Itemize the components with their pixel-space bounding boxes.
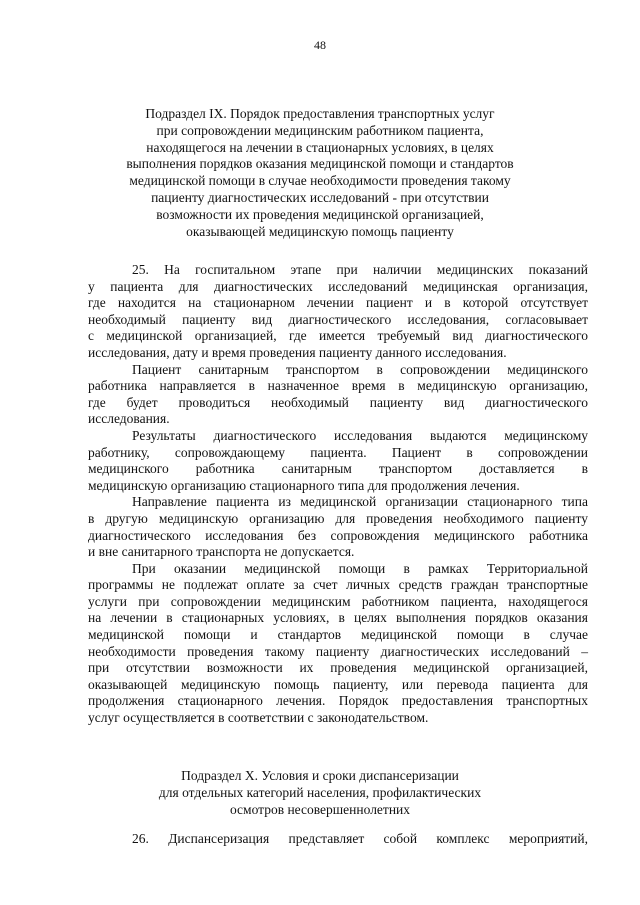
text-line: медицинского работника санитарным транспортом доставляется в	[88, 461, 588, 477]
paragraph-25	[88, 262, 588, 362]
text-line: где находится на стационарном лечении пациент и в которой отсутствует	[88, 295, 588, 311]
text-line: оказывающей медицинскую помощь пациенту, или перевода пациента для	[88, 676, 588, 692]
subsection-x-body	[88, 831, 588, 848]
text-line: у пациента для диагностических исследований медицинская организация,	[88, 278, 588, 294]
heading-line: пациенту диагностических исследований - при отсутствии	[151, 189, 489, 205]
text-line: и вне санитарного транспорта не допускается.	[88, 544, 355, 560]
text-line: программы не подлежат оплате за счет личных средств граждан транспортные	[88, 577, 588, 593]
heading-line: находящегося на лечении в стационарных условиях, в целях	[146, 139, 494, 155]
subsection-ix-body	[88, 262, 588, 727]
text-line: необходимый пациенту вид диагностического исследования, согласовывает	[88, 311, 588, 327]
heading-line: при сопровождении медицинским работником пациента,	[156, 122, 484, 138]
text-line: При оказании медицинской помощи в рамках Территориальной	[132, 560, 588, 576]
text-line: Результаты диагностического исследования выдаются медицинскому	[132, 427, 588, 443]
heading-line: оказывающей медицинскую помощь пациенту	[186, 223, 454, 239]
text-line: Направление пациента из медицинской организации стационарного типа	[132, 494, 588, 510]
heading-line: Подраздел IX. Порядок предоставления транспортных услуг	[145, 106, 495, 121]
text-line: необходимости проведения такому пациенту диагностических исследований –	[88, 643, 588, 659]
text-line: 25. На госпитальном этапе при наличии медицинских показаний	[132, 262, 588, 277]
text-line: услуги при сопровождении медицинским работником пациента, находящегося	[88, 593, 588, 609]
text-line: исследования.	[88, 411, 170, 427]
text-line: работнику, сопровождающему пациента. Пациент в сопровождении	[88, 444, 588, 460]
heading-line: медицинской помощи в случае необходимости проведения такому	[129, 173, 511, 189]
text-line: работника направляется в назначенное время в медицинскую организацию,	[88, 378, 588, 394]
paragraph-results	[88, 428, 588, 494]
heading-line: для отдельных категорий населения, профилактических	[158, 784, 482, 800]
heading-line: Подраздел X. Условия и сроки диспансеризации	[181, 768, 459, 783]
text-line: в другую медицинскую организацию для проведения необходимого пациенту	[88, 510, 588, 526]
text-line: исследования, дату и время проведения пациенту данного исследования.	[88, 344, 507, 360]
page-number: 48	[314, 38, 326, 52]
text-line: Пациент санитарным транспортом в сопровождении медицинского	[132, 361, 588, 377]
text-line: где будет проводиться необходимый пациенту вид диагностического	[88, 394, 588, 410]
text-line: при отсутствии возможности их проведения медицинской организацией,	[88, 660, 588, 676]
text-line: на лечении в стационарных условиях, в целях выполнения порядков оказания	[88, 610, 588, 626]
text-line: медицинской помощи и стандартов медицинской помощи в случае	[88, 627, 588, 643]
paragraph-payment	[88, 561, 588, 727]
text-line: продолжения стационарного лечения. Порядок предоставления транспортных	[88, 693, 588, 709]
text-line: услуг осуществляется в соответствии с законодательством.	[88, 710, 429, 726]
paragraph-26-line: 26. Диспансеризация представляет собой комплекс мероприятий,	[132, 831, 588, 846]
text-line: диагностического исследования без сопровождения медицинского работника	[88, 527, 588, 543]
subsection-x-heading	[60, 768, 580, 818]
heading-line: осмотров несовершеннолетних	[229, 801, 411, 817]
text-line: с медицинской организацией, где имеется требуемый вид диагностического	[88, 328, 588, 344]
text-line: медицинскую организацию стационарного типа для продолжения лечения.	[88, 477, 520, 493]
paragraph-referral	[88, 494, 588, 560]
heading-line: выполнения порядков оказания медицинской помощи и стандартов	[126, 156, 514, 172]
subsection-ix-heading	[60, 106, 580, 240]
paragraph-transport	[88, 362, 588, 428]
heading-line: возможности их проведения медицинской организацией,	[156, 206, 484, 222]
